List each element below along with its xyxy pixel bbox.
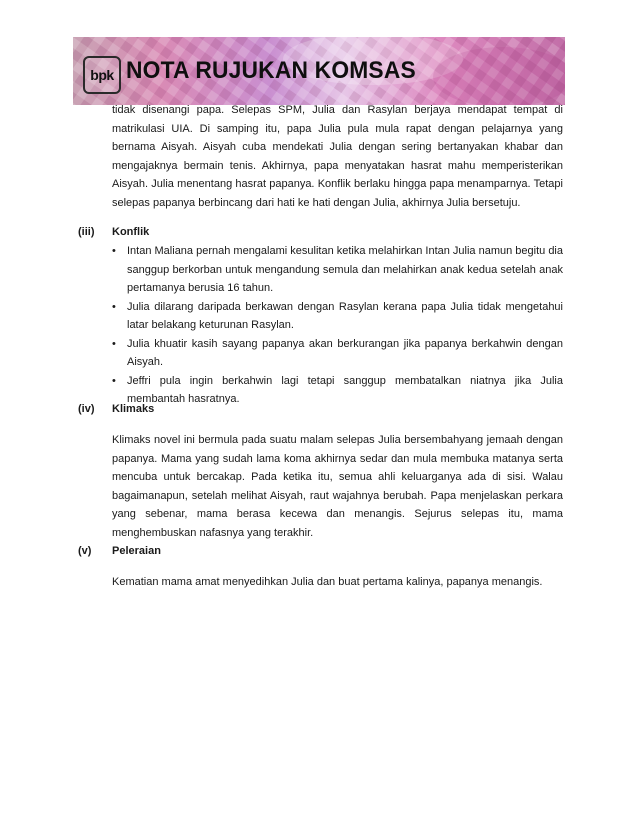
section-heading-klimaks: Klimaks xyxy=(112,403,155,415)
list-item-text: Intan Maliana pernah mengalami kesulitan ketika melahirkan Intan Julia namun begitu dia sanggup berkorban untuk mengandung semula dan melahirkan anak kedua setelah anak pertamanya berusia 16 tahun. xyxy=(127,245,563,294)
bullet-icon: • xyxy=(112,337,116,350)
header-banner xyxy=(73,37,565,105)
list-item xyxy=(112,242,563,298)
list-item-text: Julia khuatir kasih sayang papanya akan berkurangan jika papanya berkahwin dengan Aisyah. xyxy=(127,337,563,368)
list-item xyxy=(112,372,563,409)
peleraian-paragraph: Kematian mama amat menyedihkan Julia dan buat pertama kalinya, papanya menangis. xyxy=(112,576,543,588)
intro-paragraph: tidak disenangi papa. Selepas SPM, Julia dan Rasylan berjaya mendapat tempat di matrikulasi UIA. Di samping itu, papa Julia pula mula rapat dengan pelajarnya yang bernama Aisyah. Aisyah cuba mendekati Julia dengan sering bertanyakan khabar dan mengajaknya bermain tenis. Akhirnya, papa menyatakan hasrat mahu memperisterikan Aisyah. Julia menentang hasrat papanya. Konflik berlaku hingga papa menamparnya. Tetapi selepas papanya berbincang dari hati ke hati dengan Julia, akhirnya Julia bersetuju. xyxy=(112,104,563,209)
section-heading-peleraian: Peleraian xyxy=(112,545,161,557)
section-marker-konflik: (iii) xyxy=(78,226,95,238)
bullet-icon: • xyxy=(112,245,116,257)
list-item xyxy=(112,298,563,335)
bpk-logo xyxy=(83,56,121,94)
banner-title: NOTA RUJUKAN KOMSAS xyxy=(126,57,416,84)
section-marker-peleraian: (v) xyxy=(78,545,92,557)
logo-text: bpk xyxy=(90,67,114,83)
list-item-text: Julia dilarang daripada berkawan dengan Rasylan kerana papa Julia tidak mengetahui latar belakang keturunan Rasylan. xyxy=(127,300,563,331)
section-marker-klimaks: (iv) xyxy=(78,403,95,415)
list-item-text: Jeffri pula ingin berkahwin lagi tetapi sanggup membatalkan niatnya jika Julia membantah hasratnya. xyxy=(127,374,563,405)
bullet-icon: • xyxy=(112,374,116,387)
klimaks-paragraph: Klimaks novel ini bermula pada suatu malam selepas Julia bersembahyang jemaah dengan papanya. Mama yang sudah lama koma akhirnya sedar dan mula membuka matanya serta mencuba untuk bercakap. Pada ketika itu, semua ahli keluarganya ada di sisi. Walau bagaimanapun, setelah melihat Aisyah, raut wajahnya berubah. Papa menjelaskan perkara yang sebenar, mama berasa kecewa dan menangis. Sejurus selepas itu, mama menghembuskan nafasnya yang terakhir. xyxy=(112,434,563,539)
section-heading-konflik: Konflik xyxy=(112,226,150,238)
list-item xyxy=(112,335,563,372)
konflik-list xyxy=(112,242,563,409)
bullet-icon: • xyxy=(112,300,116,313)
